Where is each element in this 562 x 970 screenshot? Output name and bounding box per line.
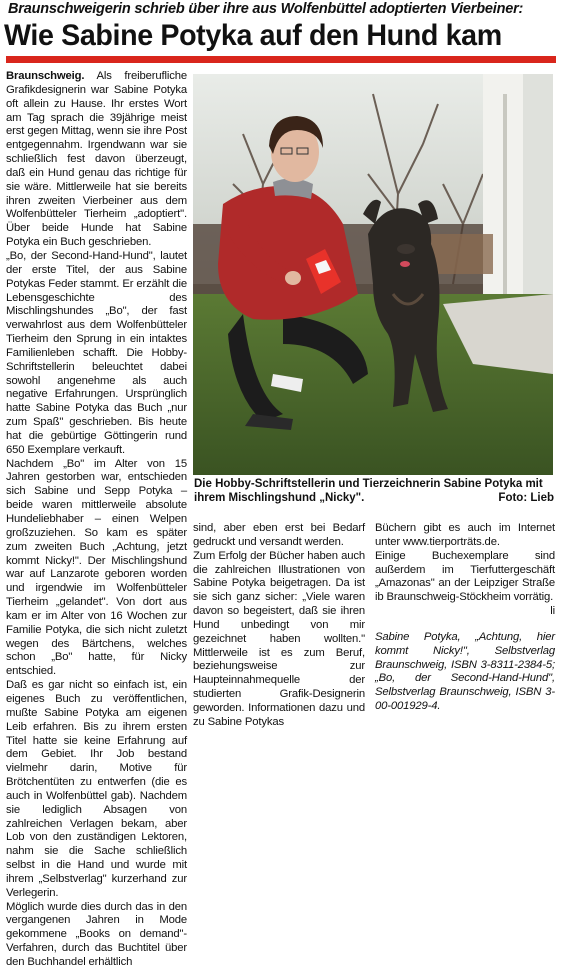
text-column-3: [375, 522, 555, 714]
caption-text: Die Hobby-Schriftstellerin und Tierzeichnerin Sabine Potyka mit ihrem Mischlingshund „Nicky".: [194, 478, 543, 504]
article-kicker: Braunschweigerin schrieb über ihre aus Wolfenbüttel adoptierten Vierbeiner:: [8, 1, 524, 17]
dateline: Braunschweig.: [6, 70, 85, 82]
books-info: Sabine Potyka, „Achtung, hier kommt Nicky!", Selbstverlag Braunschweig, ISBN 3-8311-2384-5; „Bo, der Second-Hand-Hund", Selbstverlag Braunschweig, ISBN 3-00-001929-4.: [375, 630, 555, 713]
text-column-1: [6, 70, 187, 970]
paragraph: Zum Erfolg der Bücher haben auch die zahlreichen Illustrationen von Sabine Potyka beigetragen. Da ist sie sich ganz sicher: „Viele waren davon so begeistert, daß sie ihren Hund unbedingt von mir gezeichnet haben wollten." Mittlerweile ist es zum Beruf, beziehungsweise zur Haupteinnahmequelle der studierten Grafik-Designerin geworden. Informationen dazu und zu Sabine Potykas: [193, 549, 365, 728]
text-column-2: [193, 522, 365, 730]
paragraph: Einige Buchexemplare sind außerdem im Tierfuttergeschäft „Amazonas" an der Leipziger Straße ib Braunschweig-Stöckheim vorrätig.: [375, 549, 555, 604]
paragraph: sind, aber eben erst bei Bedarf gedruckt und versandt werden.: [193, 522, 365, 548]
paragraph: Büchern gibt es auch im Internet unter www.tierporträts.de.: [375, 522, 555, 548]
photo-credit: Foto: Lieb: [498, 492, 554, 504]
photo-caption: [194, 477, 554, 505]
paragraph: Braunschweig. Als freiberufliche Grafikdesignerin war Sabine Potyka oft allein zu Hause. Ihr erstes Wort am Tag sprach die 39jährige meist erst gegen Mittag, wenn sie ihre Post entgegennahm. Irgendwann war sie schließlich fest davon überzeugt, daß ein Hund genau das richtige für sie wäre. Mittlerweile hat sie bereits ihren zweiten Vierbeiner aus dem Wolfenbütteler Tierheim „adoptiert". Über beide Hunde hat Sabine Potyka ein Buch geschrieben.: [6, 70, 187, 249]
author-initials: li: [550, 605, 555, 618]
article-photo: [193, 74, 553, 475]
photo-woman-with-dog: [193, 74, 553, 475]
headline-rule: [6, 56, 556, 63]
paragraph: Nachdem „Bo" im Alter von 15 Jahren gestorben war, entschieden sich Sabine und Sepp Potyka – beide waren mittlerweile absolute Hundeliebhaber – einen Welpen großzuziehen. So kam es später zum zweiten Buch „Achtung, jetzt kommt Nicky!". Der Mischlingshund war auf Lanzarote geboren worden und irgendwie im Wolfenbütteler Tierheim „gelandet". Von dort aus kam er im Alter von 16 Wochen zur Familie Potyka, die sich nicht zuletzt wegen des Bärtchens, welches schon „Bo" hatte, für Nicky entschied.: [6, 457, 187, 678]
article-headline: Wie Sabine Potyka auf den Hund kam: [4, 19, 502, 52]
paragraph: Möglich wurde dies durch das in den vergangenen Jahren in Mode gekommene „Books on demand"-Verfahren, durch das Buchtitel über den Buchhandel erhältlich: [6, 900, 187, 968]
paragraph: Daß es gar nicht so einfach ist, ein eigenes Buch zu veröffentlichen, mußte Sabine Potyka am eigenen Leib erfahren. Bis zu ihrem ersten Titel hatte sie keine Erfahrung auf dem Gebiet. Ihr Job bestand vielmehr darin, Motive für Brötchentüten zu entwerfen (die es auch in Wolfenbüttel gab). Nachdem sie lediglich Absagen von zahlreichen Verlagen bekam, aber Lob von den zuständigen Lektoren, nahm sie die Sache schließlich selbst in die Hand und wurde mit ihrem „Selbstverlag" kurzerhand zur Verlegerin.: [6, 679, 187, 899]
paragraph: „Bo, der Second-Hand-Hund", lautet der erste Titel, der aus Sabine Potykas Feder stammt. Er erzählt die Lebensgeschichte des Mischlingshundes „Bo", der fast verwahrlost aus dem Wolfenbütteler Tierheim den Sprung in ein intaktes Familienleben schafft. Die Hobby-Schriftstellerin beleuchtet dabei sowohl angenehme als auch negative Erfahrungen. Ursprünglich hatte Sabine Potyka das Buch „nur zum Spaß" geschrieben. Bis heute hat die gebürtige Göttingerin rund 650 Exemplare verkauft.: [6, 249, 187, 456]
